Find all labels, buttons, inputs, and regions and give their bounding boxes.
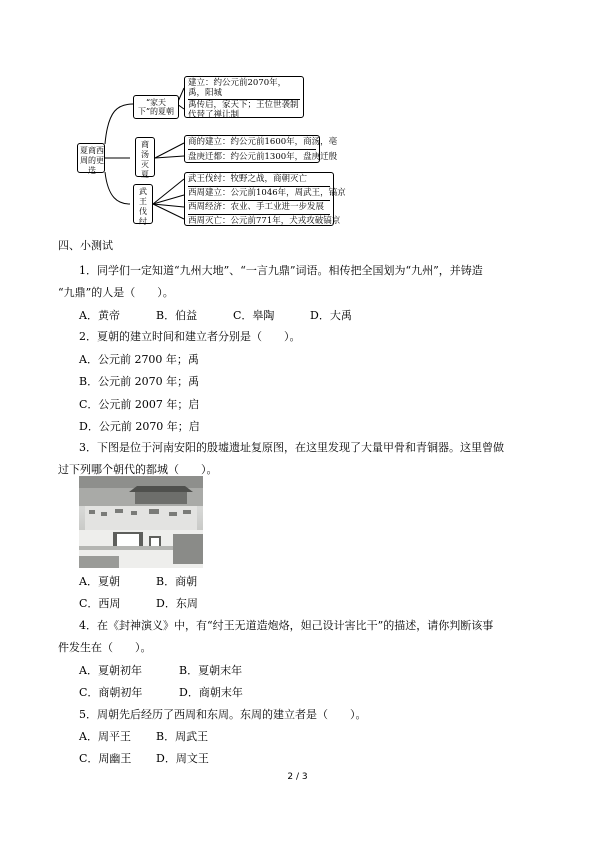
mindmap-leaf: 武王伐纣：牧野之战，商朝灭亡 (188, 174, 330, 187)
mindmap-leaf-group-shang (184, 135, 338, 163)
question-1-stem-cont: “九鼎”的人是（ ）。 (58, 286, 174, 299)
mindmap-leaf: 西周灭亡：公元前771年，犬戎攻破镐京 (188, 216, 341, 226)
mindmap-leaf-group-xia (184, 76, 304, 118)
mindmap-branch-xia (133, 95, 179, 119)
question-4-option-d: D．商朝末年 (179, 686, 243, 699)
mindmap-leaf: 西周建立：公元前1046年，周武王，镐京 (188, 187, 330, 201)
question-3-stem: 3．下图是位于河南安阳的殷墟遗址复原图，在这里发现了大量甲骨和青铜器。这里曾做 (79, 441, 504, 454)
question-2-option-b: B．公元前 2070 年；禹 (79, 375, 200, 388)
question-2-option-c: C．公元前 2007 年；启 (79, 398, 200, 411)
question-5-option-d: D．周文王 (156, 752, 209, 765)
mindmap-leaf: 商的建立：约公元前1600年，商汤，亳 (188, 137, 316, 150)
question-1-option-a: A．黄帝 (79, 309, 120, 322)
question-5-option-a: A．周平王 (79, 730, 131, 743)
question-3-option-c: C．西周 (79, 597, 121, 610)
mindmap-branch-shang (135, 137, 155, 177)
question-1-option-b: B．伯益 (156, 309, 198, 322)
mindmap-leaf: 西周经济：农业、手工业进一步发展 (188, 201, 330, 215)
mindmap-root (77, 143, 105, 173)
mindmap-leaf: 盘庚迁都：约公元前1300年，盘庚迁殷 (188, 152, 338, 162)
page-number: 2 / 3 (287, 772, 308, 782)
question-1-option-d: D．大禹 (310, 309, 352, 322)
mindmap-root-label: 夏商西周的更迭 (80, 146, 104, 175)
question-5-stem: 5．周朝先后经历了西周和东周。东周的建立者是（ ）。 (79, 708, 367, 721)
question-4-option-c: C．商朝初年 (79, 686, 143, 699)
question-1-option-c: C．皋陶 (233, 309, 275, 322)
question-3-option-b: B．商朝 (156, 575, 198, 588)
question-3-option-a: A．夏朝 (79, 575, 120, 588)
mindmap-branch-zhou (133, 184, 153, 224)
question-4-option-a: A．夏朝初年 (79, 664, 142, 677)
question-5-option-b: B．周武王 (156, 730, 209, 743)
question-4-stem-cont: 件发生在（ ）。 (58, 641, 152, 654)
question-3-stem-cont: 过下列哪个朝代的都城（ ）。 (58, 463, 218, 476)
question-4-stem: 4．在《封神演义》中，有“纣王无道造炮烙，妲己设计害比干”的描述，请你判断该事 (79, 619, 494, 632)
mindmap-leaf-group-zhou (184, 172, 346, 226)
section-title: 四、小测试 (58, 239, 113, 252)
question-4-option-b: B．夏朝末年 (179, 664, 243, 677)
question-2-option-d: D．公元前 2070 年；启 (79, 420, 200, 433)
question-2-stem: 2．夏朝的建立时间和建立者分别是（ ）。 (79, 330, 301, 343)
mindmap-leaf: 建立：约公元前2070年，禹，阳城 (188, 78, 300, 100)
question-3-option-d: D．东周 (156, 597, 198, 610)
yinxu-illustration (79, 476, 203, 568)
question-1-stem: 1．同学们一定知道“九州大地”、“一言九鼎”词语。相传把全国划为“九州”，并铸造 (79, 264, 483, 277)
yinxu-photo (79, 476, 203, 568)
mindmap-leaf: 禹传启，家天下；王位世袭制代替了禅让制 (188, 100, 299, 120)
mindmap-branch-shang-label: 商汤灭夏 (141, 140, 149, 179)
mindmap-branch-xia-label: “家天下”的夏朝 (137, 98, 175, 116)
mindmap-branch-zhou-label: 武王伐纣 (139, 187, 147, 226)
question-5-option-c: C．周幽王 (79, 752, 132, 765)
question-2-option-a: A．公元前 2700 年；禹 (79, 353, 199, 366)
